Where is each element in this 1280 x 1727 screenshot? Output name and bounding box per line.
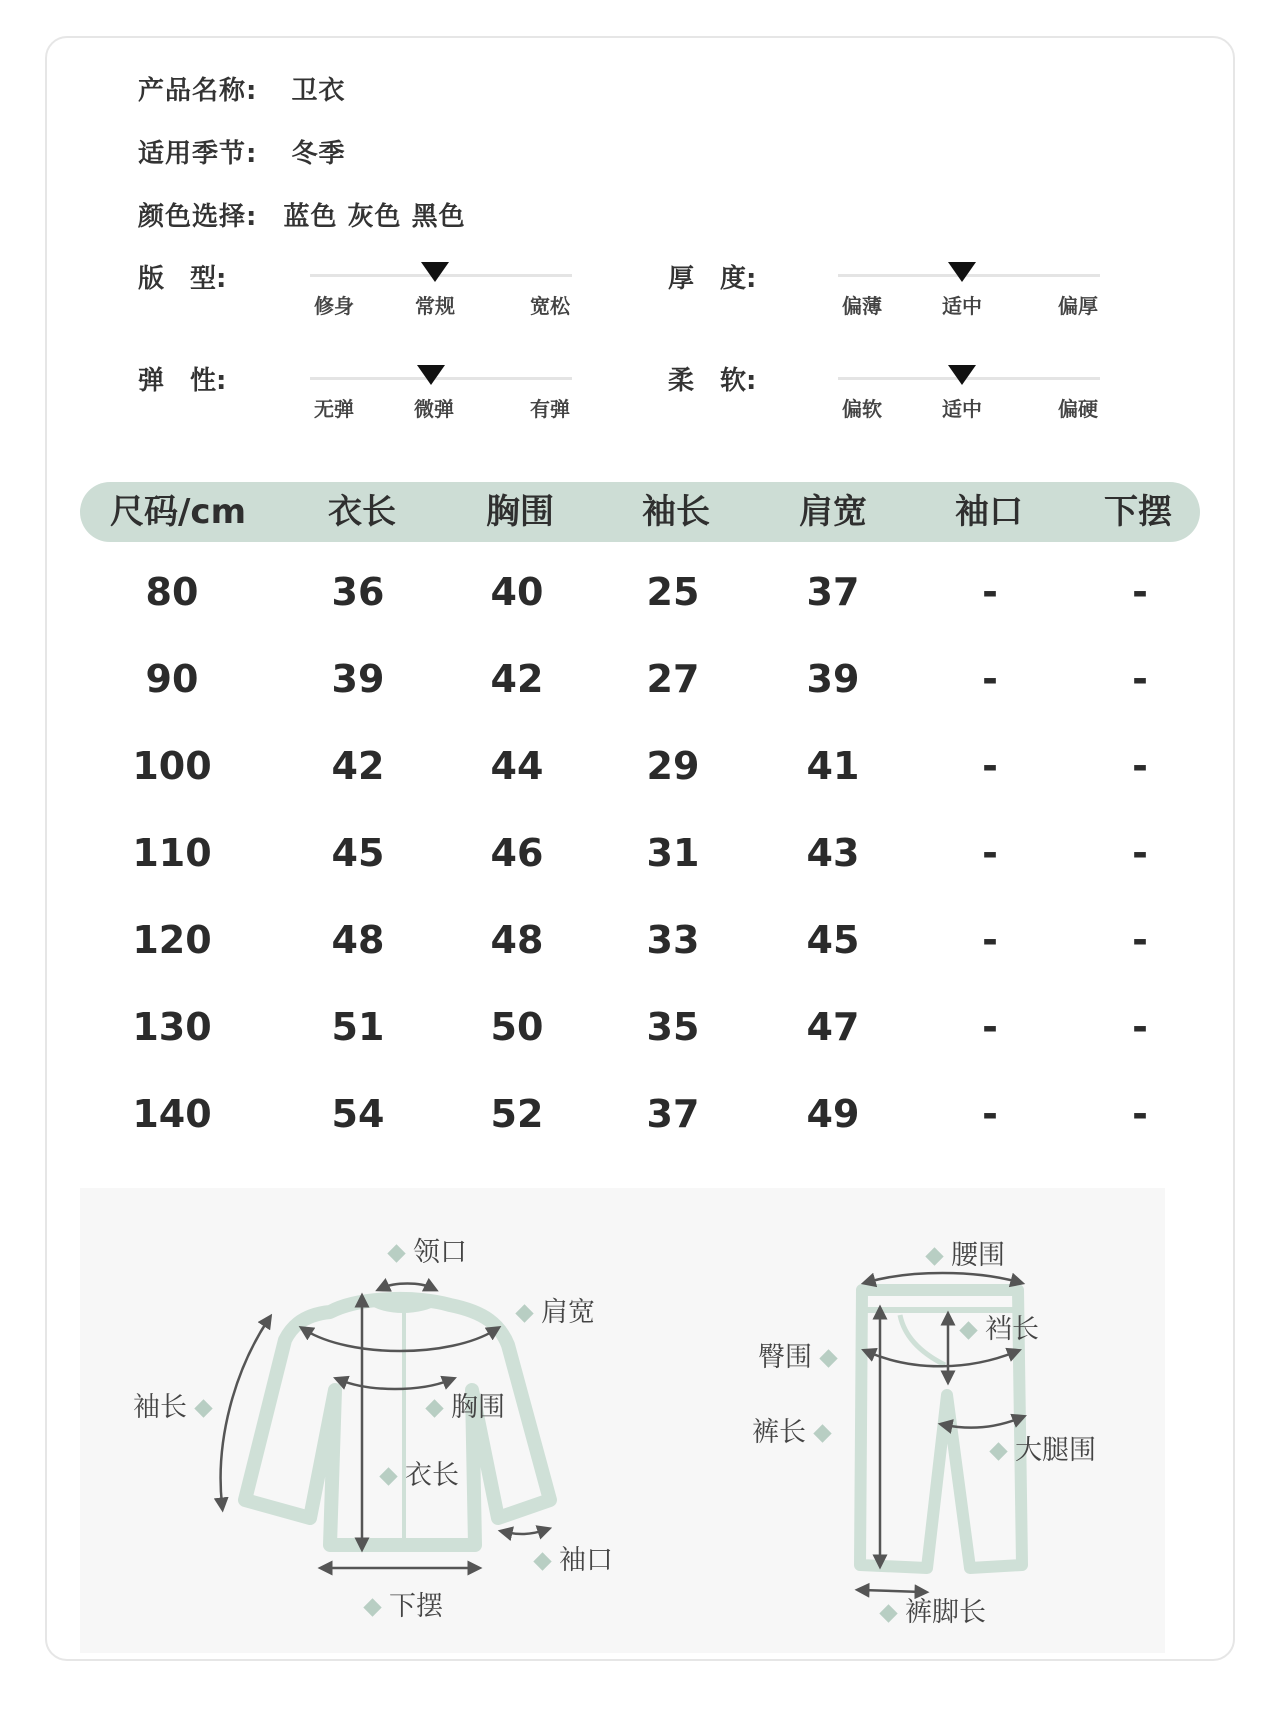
measurement-cell: - <box>1132 1005 1148 1049</box>
diamond-icon <box>387 1244 405 1262</box>
scale-option: 偏软 <box>842 397 882 421</box>
column-header-cuff: 袖口 <box>955 492 1023 532</box>
diamond-icon <box>879 1604 897 1622</box>
measurement-cell: 52 <box>490 1092 544 1136</box>
diamond-icon <box>989 1442 1007 1460</box>
label-pant-length: 裤长 <box>752 1410 839 1449</box>
measurement-cell: 50 <box>490 1005 544 1049</box>
label-hem: 下摆 <box>356 1584 443 1623</box>
label-cuff: 袖口 <box>526 1538 613 1577</box>
diamond-icon <box>533 1552 551 1570</box>
scale-option: 微弹 <box>414 397 454 421</box>
season-label: 适用季节: <box>138 139 258 169</box>
measurement-cell: - <box>982 1005 998 1049</box>
measurement-cell: 40 <box>490 570 544 614</box>
column-header-shoulder: 肩宽 <box>799 492 867 532</box>
scale-option: 偏厚 <box>1058 294 1098 318</box>
measurement-cell: 54 <box>331 1092 385 1136</box>
column-header-length: 衣长 <box>328 492 396 532</box>
measurement-cell: - <box>1132 831 1148 875</box>
scale-option: 偏薄 <box>842 294 882 318</box>
size-cell: 120 <box>132 918 212 962</box>
scale-option: 偏硬 <box>1058 397 1098 421</box>
measurement-cell: 48 <box>331 918 385 962</box>
scale-option: 宽松 <box>530 294 570 318</box>
diamond-icon <box>819 1349 837 1367</box>
color-label: 颜色选择: <box>138 202 258 232</box>
measurement-cell: - <box>1132 657 1148 701</box>
measurement-cell: 39 <box>331 657 385 701</box>
measurement-cell: 41 <box>806 744 860 788</box>
size-cell: 140 <box>132 1092 212 1136</box>
column-header-sleeve: 袖长 <box>642 492 710 532</box>
measurement-cell: 42 <box>331 744 385 788</box>
diamond-icon <box>425 1399 443 1417</box>
scale-option: 常规 <box>415 294 455 318</box>
measurement-cell: - <box>1132 570 1148 614</box>
measurement-cell: 27 <box>646 657 700 701</box>
scale-option: 修身 <box>314 294 354 318</box>
measurement-cell: 51 <box>331 1005 385 1049</box>
label-waist: 腰围 <box>918 1233 1005 1272</box>
measurement-cell: - <box>982 831 998 875</box>
measurement-cell: 29 <box>646 744 700 788</box>
label-thigh: 大腿围 <box>982 1428 1096 1467</box>
label-length: 衣长 <box>372 1453 459 1492</box>
measurement-cell: 36 <box>331 570 385 614</box>
measurement-cell: 33 <box>646 918 700 962</box>
label-chest: 胸围 <box>418 1385 505 1424</box>
product-name-label: 产品名称: <box>138 76 258 106</box>
size-cell: 80 <box>145 570 199 614</box>
measurement-cell: 35 <box>646 1005 700 1049</box>
measurement-cell: 39 <box>806 657 860 701</box>
column-header-size: 尺码/cm <box>110 492 246 532</box>
measurement-cell: - <box>1132 1092 1148 1136</box>
measurement-cell: 43 <box>806 831 860 875</box>
softness-label: 柔 软: <box>668 366 757 396</box>
measurement-cell: - <box>1132 918 1148 962</box>
color-value: 蓝色 灰色 黑色 <box>283 202 466 232</box>
diamond-icon <box>813 1424 831 1442</box>
measurement-cell: - <box>982 1092 998 1136</box>
label-collar: 领口 <box>380 1230 467 1269</box>
size-cell: 110 <box>132 831 212 875</box>
scale-option: 适中 <box>942 294 982 318</box>
scale-option: 适中 <box>942 397 982 421</box>
elasticity-label: 弹 性: <box>138 366 227 396</box>
column-header-chest: 胸围 <box>486 492 554 532</box>
column-header-hem: 下摆 <box>1104 492 1172 532</box>
measurement-cell: - <box>982 918 998 962</box>
diamond-icon <box>379 1467 397 1485</box>
measurement-cell: 42 <box>490 657 544 701</box>
diamond-icon <box>959 1321 977 1339</box>
diamond-icon <box>194 1399 212 1417</box>
thickness-label: 厚 度: <box>668 264 757 294</box>
size-cell: 90 <box>145 657 199 701</box>
measurement-cell: 45 <box>806 918 860 962</box>
measurement-cell: - <box>982 744 998 788</box>
scale-option: 有弹 <box>530 397 570 421</box>
label-leg-opening: 裤脚长 <box>872 1590 986 1629</box>
measurement-cell: 25 <box>646 570 700 614</box>
measurement-cell: 31 <box>646 831 700 875</box>
size-cell: 130 <box>132 1005 212 1049</box>
fit-label: 版 型: <box>138 264 227 294</box>
diamond-icon <box>925 1247 943 1265</box>
scale-option: 无弹 <box>314 397 354 421</box>
measurement-cell: 49 <box>806 1092 860 1136</box>
product-name-value: 卫衣 <box>291 76 346 106</box>
measurement-cell: 45 <box>331 831 385 875</box>
label-rise: 裆长 <box>952 1307 1039 1346</box>
label-shoulder: 肩宽 <box>508 1290 595 1329</box>
season-value: 冬季 <box>291 139 346 169</box>
measurement-cell: 37 <box>646 1092 700 1136</box>
measurement-cell: 47 <box>806 1005 860 1049</box>
measurement-cell: - <box>1132 744 1148 788</box>
measurement-cell: 44 <box>490 744 544 788</box>
measurement-cell: 46 <box>490 831 544 875</box>
measurement-cell: 48 <box>490 918 544 962</box>
label-hip: 臀围 <box>758 1335 845 1374</box>
label-sleeve: 袖长 <box>133 1385 220 1424</box>
measurement-cell: 37 <box>806 570 860 614</box>
size-cell: 100 <box>132 744 212 788</box>
measurement-cell: - <box>982 657 998 701</box>
measurement-cell: - <box>982 570 998 614</box>
diamond-icon <box>363 1598 381 1616</box>
diamond-icon <box>515 1304 533 1322</box>
